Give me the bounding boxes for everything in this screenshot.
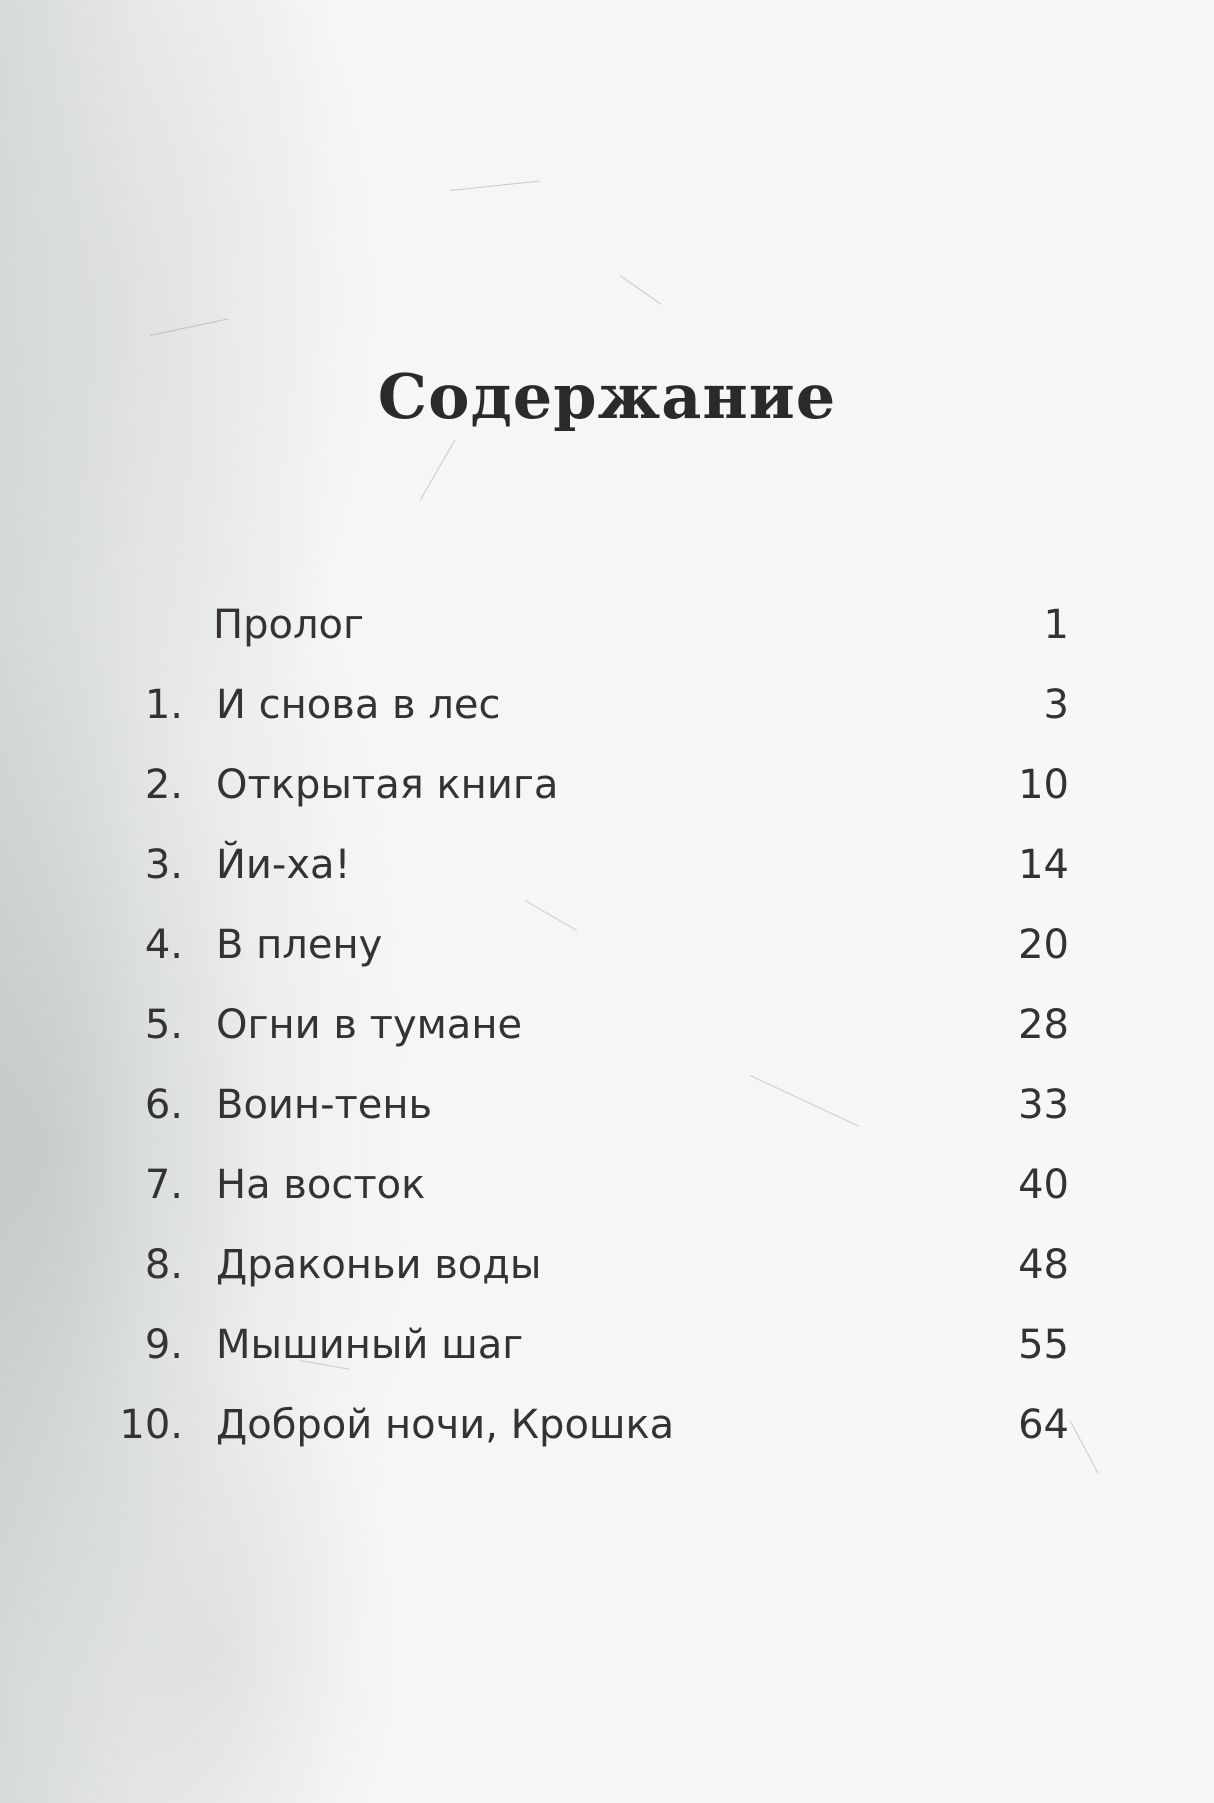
toc-row-3[interactable]	[0, 825, 1214, 905]
toc-number: 8.	[144, 1242, 183, 1288]
toc-page: 33	[1018, 1082, 1069, 1128]
toc-number: 1.	[144, 682, 183, 728]
toc-label: Пролог	[213, 602, 364, 648]
toc-page: 64	[1018, 1402, 1069, 1448]
toc-row-6[interactable]	[0, 1065, 1214, 1145]
paper-scratch	[420, 440, 456, 501]
toc-page: 28	[1018, 1002, 1069, 1048]
toc-number: 9.	[144, 1322, 183, 1368]
toc-label: Огни в тумане	[216, 1002, 523, 1048]
toc-label: Доброй ночи, Крошка	[216, 1402, 675, 1448]
toc-row-4[interactable]	[0, 905, 1214, 985]
toc-row-5[interactable]	[0, 985, 1214, 1065]
toc-page: 40	[1018, 1162, 1069, 1208]
toc-page: 3	[1043, 682, 1069, 728]
toc-label: И снова в лес	[216, 682, 501, 728]
page-title: Содержание	[377, 360, 837, 433]
toc-label: В плену	[216, 922, 383, 968]
toc-row-prologue[interactable]	[0, 585, 1214, 665]
toc-row-8[interactable]	[0, 1225, 1214, 1305]
toc-row-2[interactable]	[0, 745, 1214, 825]
toc-label: Мышиный шаг	[216, 1322, 524, 1368]
toc-label: На восток	[216, 1162, 426, 1208]
toc-number: 2.	[144, 762, 183, 808]
toc-number: 4.	[144, 922, 183, 968]
toc-number: 6.	[144, 1082, 183, 1128]
toc-label: Йи-ха!	[216, 842, 351, 888]
toc-row-10[interactable]	[0, 1385, 1214, 1465]
toc-label: Открытая книга	[216, 762, 559, 808]
toc-row-7[interactable]	[0, 1145, 1214, 1225]
toc-page: 55	[1018, 1322, 1069, 1368]
paper-scratch	[150, 318, 228, 336]
toc-page: 20	[1018, 922, 1069, 968]
toc-page: 10	[1018, 762, 1069, 808]
paper-scratch	[450, 181, 540, 191]
toc-number: 3.	[144, 842, 183, 888]
toc-number: 7.	[144, 1162, 183, 1208]
toc-label: Воин-тень	[216, 1082, 433, 1128]
toc-page: 1	[1043, 602, 1069, 648]
toc-row-9[interactable]	[0, 1305, 1214, 1385]
toc-row-1[interactable]	[0, 665, 1214, 745]
table-of-contents	[0, 585, 1214, 1465]
toc-number: 5.	[144, 1002, 183, 1048]
toc-page: 14	[1018, 842, 1069, 888]
toc-page: 48	[1018, 1242, 1069, 1288]
paper-scratch	[620, 275, 662, 304]
toc-number: 10.	[119, 1402, 183, 1448]
toc-label: Драконьи воды	[216, 1242, 542, 1288]
